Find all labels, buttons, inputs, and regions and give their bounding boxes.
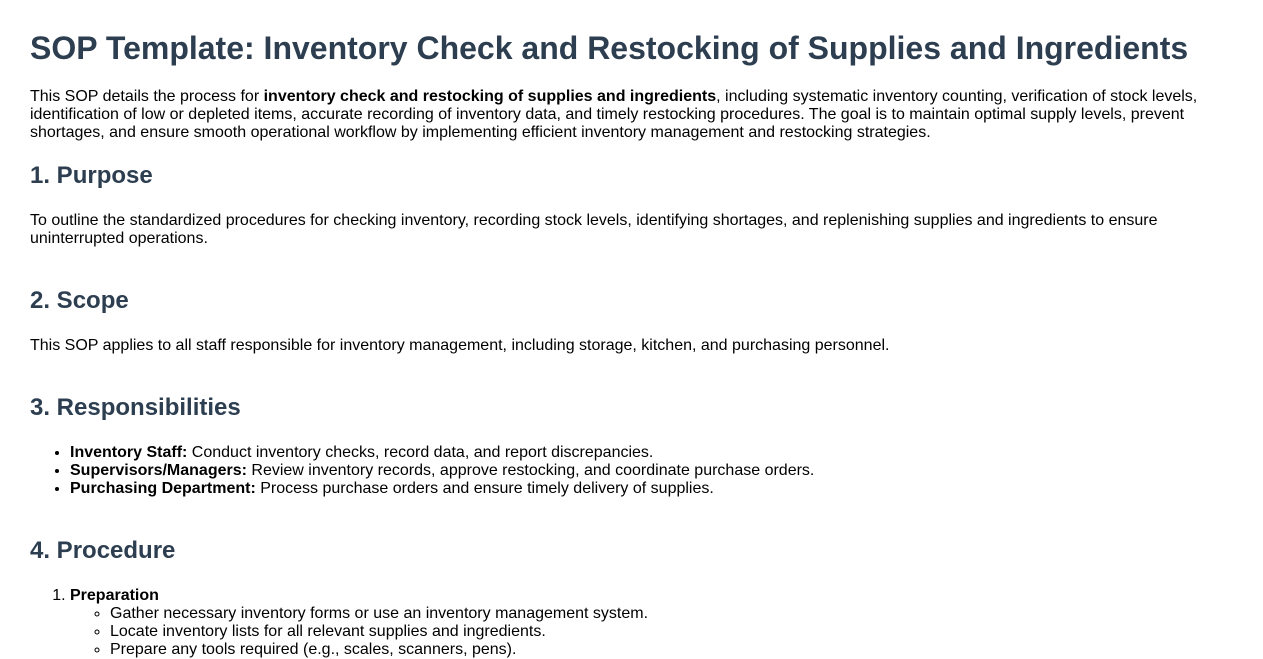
intro-text-before: This SOP details the process for — [30, 88, 264, 105]
section-heading-scope: 2. Scope — [30, 287, 129, 314]
section-heading-procedure: 4. Procedure — [30, 537, 176, 564]
list-item: ◦ Gather necessary inventory forms or use an inventory management system. — [110, 605, 1233, 623]
role-description: Process purchase orders and ensure timely delivery of supplies. — [255, 480, 714, 497]
procedure-step-title: Preparation — [70, 587, 159, 604]
procedure-substeps-list — [70, 605, 1233, 659]
list-item — [70, 444, 1233, 462]
scope-text: This SOP applies to all staff responsible for inventory management, including storage, kitchen, and purchasing personnel. — [30, 337, 890, 354]
role-label: Inventory Staff: — [70, 444, 188, 461]
purpose-text: To outline the standardized procedures for checking inventory, recording stock levels, identifying shortages, and replenishing supplies and ingredients to ensure uninterrupted operations. — [30, 212, 1158, 247]
page-title: SOP Template: Inventory Check and Restocking of Supplies and Ingredients — [30, 30, 1189, 66]
intro-text-bold: inventory check and restocking of supplies and ingredients — [263, 88, 717, 105]
intro-paragraph — [30, 88, 1233, 142]
procedure-steps-list — [30, 587, 1233, 659]
procedure-step — [70, 587, 1233, 659]
list-item — [70, 462, 1233, 480]
intro-text-after: , including systematic inventory counting, verification of stock levels, identification of low or depleted items, accurate recording of inventory data, and timely restocking procedures. The goal is to maintain optimal supply levels, prevent shortages, and ensure smooth operational workflow by implementing efficient inventory management and restocking strategies. — [30, 88, 1198, 141]
role-label: Supervisors/Managers: — [70, 462, 247, 479]
responsibilities-list — [30, 444, 1233, 498]
list-item — [70, 480, 1233, 498]
role-label: Purchasing Department: — [70, 480, 256, 497]
section-heading-purpose: 1. Purpose — [30, 162, 153, 189]
role-description: Conduct inventory checks, record data, and report discrepancies. — [187, 444, 654, 461]
section-heading-responsibilities: 3. Responsibilities — [30, 394, 241, 421]
role-description: Review inventory records, approve restocking, and coordinate purchase orders. — [246, 462, 815, 479]
list-item: ◦ Locate inventory lists for all relevant supplies and ingredients. — [110, 623, 1233, 641]
list-item: ◦ Prepare any tools required (e.g., scales, scanners, pens). — [110, 641, 1233, 659]
